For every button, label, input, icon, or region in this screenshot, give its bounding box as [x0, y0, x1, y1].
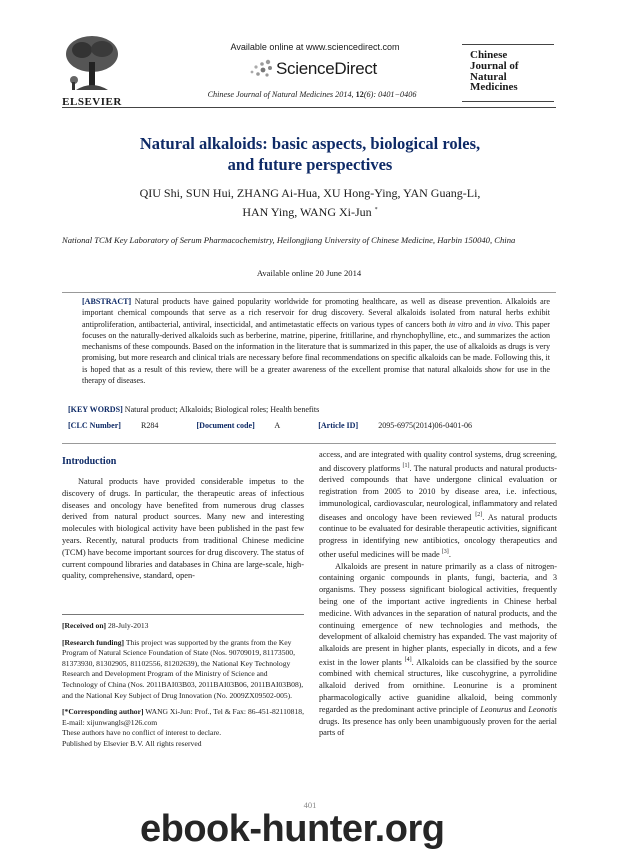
body-text: . — [448, 549, 451, 559]
citation-ref[interactable]: [4] — [404, 656, 412, 663]
title-line: Natural alkaloids: basic aspects, biological roles, — [139, 134, 481, 153]
body-text: Alkaloids are present in nature primarily as a class of nitrogen-containing organic compounds in plants, fungi, bacteria, and 3 organisms. They possess significant biological activities, frequently being one of the important active ingredients in Chinese herbal medicine. With advances in the separation of natural products, and the continuing emergence of new technologies and methods, the development of alkaloid chemistry has expanded. The vast majority of alkaloids are present in higher plants, especially in dicots, and a few exist in the lower plants — [319, 561, 557, 667]
available-online-date: Available online 20 June 2014 — [256, 268, 362, 278]
abstract-label: [ABSTRACT] — [82, 297, 132, 306]
keywords-label: [KEY WORDS] — [68, 405, 123, 414]
journal-box-line: Journal of — [470, 59, 519, 72]
funding-label: [Research funding] — [62, 637, 125, 647]
articleid-label: [Article ID] — [318, 421, 359, 430]
body-paragraph: Natural products have provided considerable impetus to the discovery of drugs. In particular, the therapeutic areas of infectious diseases and oncology have benefited from numerous drug classes derived from natural product sources. Many new and interesting molecules with biological activity have been published in the past few years. Recently, natural products from traditional Chinese medicine (TCM) have become important sources for drug discovery. The status of current compound libraries and databases in China are large-scale, high-quality, comprehensive, standard, open- — [62, 477, 304, 581]
doccode-value: A — [272, 421, 281, 430]
citation-ref[interactable]: [3] — [441, 548, 449, 555]
journal-box-line: Natural — [470, 70, 507, 83]
citation-year: 2014, — [333, 90, 356, 99]
left-column — [62, 476, 304, 582]
genus-name: Leonurus — [480, 704, 512, 714]
publisher-statement: Published by Elsevier B.V. All rights reserved — [62, 738, 202, 748]
abstract-body: Natural products have gained popularity worldwide for promoting healthcare, as well as disease prevention. Alkaloids are important chemical compounds that serve as a rich reservoir for drug discovery. Several alkaloids isolated from natural herbs exhibit antiproliferation, antibacterial, antiviral, insecticidal, and antimetastatic effects on various types of cancers both — [82, 297, 550, 329]
elsevier-tree-logo — [62, 32, 122, 94]
body-text: . As natural products continue to be evaluated for desirable therapeutic activities, significant progress in identifying new antibiotics, oncology therapeutics and other useful medicines will be made — [319, 512, 557, 559]
journal-title-box — [462, 44, 554, 102]
corresponding-mark: * — [374, 206, 378, 213]
header-divider — [62, 107, 556, 108]
right-column — [319, 449, 557, 739]
body-text: drugs. Its presence has only been unambiguously proven for the aerial parts of — [319, 716, 557, 738]
corresponding-text: WANG Xi-Jun: Prof., Tel & Fax: 86-451-82110818, E-mail: xijunwangls@126.com — [62, 707, 304, 727]
sciencedirect-logo[interactable]: ScienceDirect — [276, 59, 377, 78]
clc-label: [CLC Number] — [68, 421, 121, 430]
body-text: access, and are integrated with quality control systems, drug screening, and discovery platforms — [319, 450, 557, 473]
body-paragraph — [319, 561, 557, 740]
authors-line: QIU Shi, SUN Hui, ZHANG Ai-Hua, XU Hong-Ying, YAN Guang-Li, — [139, 186, 481, 200]
abstract-body: . This paper focuses on the naturally-derived alkaloids such as berberine, matrine, piperine, fritillarine, and rhynchophylline, etc., and summarizes the action mechanisms of these compounds. Based on the information in the literature that is summarized in this paper, the use of alkaloids as drugs is very promising, but more research and clinical trials are necessary before final recommendations on specific alkaloids can be made. Following this, it is hoped that as a result of this review, there will be a greater awareness of the excellent promise that natural alkaloids show for use in the therapy of diseases. — [82, 319, 550, 386]
corresponding-label: [*Corresponding author] — [62, 707, 144, 717]
doccode-label: [Document code] — [196, 421, 255, 430]
body-text: . The natural products and natural products-derived compounds that have undergone clinical evaluation or registration from 2005 to 2010 by disease area, i.e. infectious, immunological, cardiovascular, neurological, inflammatory and related diseases and oncology have been reviewed — [319, 463, 557, 522]
citation-ref[interactable]: [2] — [475, 511, 483, 518]
section-heading-introduction: Introduction — [62, 456, 117, 467]
abstract-italic: in vitro — [448, 319, 473, 329]
available-online-text[interactable]: Available online at www.sciencedirect.com — [230, 42, 400, 52]
received-label: [Received on] — [62, 621, 107, 630]
keywords-line — [68, 405, 548, 414]
author-list — [82, 185, 538, 220]
footnote-divider — [62, 614, 304, 615]
classification-row — [68, 421, 548, 430]
page-number: 401 — [303, 800, 317, 810]
conflict-statement: These authors have no conflict of interest to declare. — [62, 728, 222, 738]
abstract-italic: in vivo — [488, 319, 512, 329]
journal-box-line: Medicines — [470, 81, 518, 94]
citation-line — [176, 90, 448, 99]
citation-volume: 12 — [355, 90, 364, 99]
journal-box-line: Chinese — [470, 49, 508, 61]
title-line: and future perspectives — [227, 155, 393, 174]
genus-name: Leonotis — [528, 704, 557, 714]
keywords-text: Natural product; Alkaloids; Biological roles; Health benefits — [122, 405, 320, 414]
clc-value: R284 — [138, 421, 159, 430]
footnotes — [62, 621, 304, 750]
received-date: 28-July-2013 — [106, 621, 149, 630]
article-title — [62, 133, 558, 175]
funding-text: This project was supported by the grants from the Key Program of Natural Science Foundation of State (Nos. 90709019, 81173500, 81373930, 81302905, 81102556, 81202639), the National Key Technology Research and Development Program of the Ministry of Science and Technology of China (Nos. 2011BAI03B03, 2011BAI03B06, 2011BAI03B08), and the National Key Subject of Drug Innovation (No. 2009ZX09502-005). — [62, 637, 304, 700]
body-text: and — [511, 704, 529, 714]
watermark: ebook-hunter.org — [140, 808, 445, 850]
body-text: . Alkaloids can be classified by the source combined with chemical structures, like cuscohygrine, a pyrrolidine alkaloid derived from ornithine. Leonurine is a prominent pharmacologically active guanidine alkaloid, being commonly regarded as the predominant active principle of — [319, 657, 557, 714]
body-paragraph — [319, 449, 557, 561]
citation-ref[interactable]: [1] — [402, 462, 410, 469]
citation-journal: Chinese Journal of Natural Medicines — [207, 90, 334, 99]
articleid-value: 2095-6975(2014)06-0401-06 — [376, 421, 473, 430]
abstract-text — [82, 296, 550, 386]
publisher-name: ELSEVIER — [62, 96, 122, 108]
citation-issue-pages: (6): 0401−0406 — [363, 90, 417, 99]
authors-line: HAN Ying, WANG Xi-Jun — [242, 204, 372, 219]
affiliation: National TCM Key Laboratory of Serum Pharmacochemistry, Heilongjiang University of Chinese Medicine, Harbin 150040, China — [62, 235, 516, 245]
abstract-body: and — [472, 319, 489, 329]
sciencedirect-dots-icon — [248, 58, 274, 80]
